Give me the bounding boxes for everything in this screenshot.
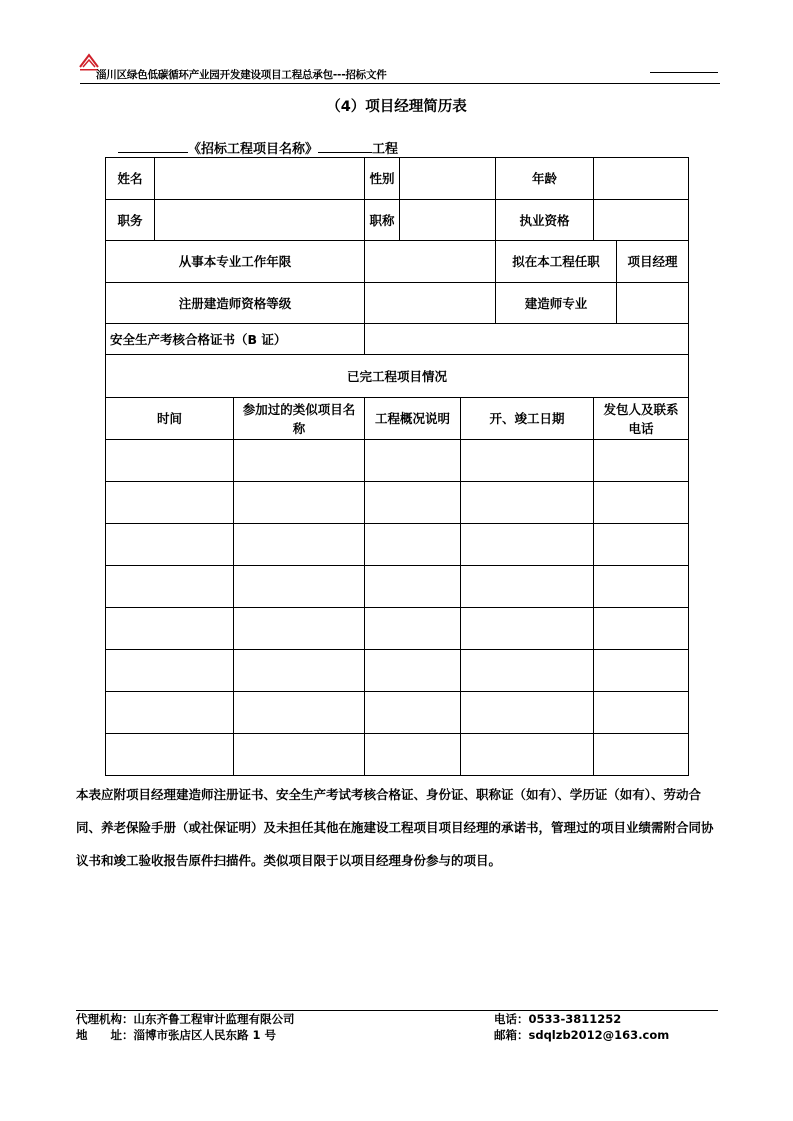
safety-cert-label: 安全生产考核合格证书（B 证） (106, 324, 365, 355)
header-divider (80, 83, 720, 84)
builder-major-label: 建造师专业 (496, 283, 617, 324)
agency-label: 代理机构： (76, 1012, 134, 1026)
table-cell[interactable] (594, 650, 689, 692)
age-field[interactable] (594, 158, 689, 200)
email-value: sdqlzb2012@163.com (528, 1028, 670, 1042)
builder-major-field[interactable] (617, 283, 689, 324)
project-name-placeholder[interactable]: 《招标工程项目名称》 (188, 138, 318, 158)
table-cell[interactable] (234, 524, 365, 566)
table-row (106, 482, 689, 524)
years-label: 从事本专业工作年限 (106, 241, 365, 283)
table-cell[interactable] (106, 440, 234, 482)
column-header-overview: 工程概况说明 (365, 398, 461, 440)
builder-grade-field[interactable] (365, 283, 496, 324)
title-label: 职称 (365, 200, 400, 241)
header-divider-right (650, 72, 718, 73)
table-cell[interactable] (594, 566, 689, 608)
table-cell[interactable] (106, 566, 234, 608)
gender-label: 性别 (365, 158, 400, 200)
table-cell[interactable] (106, 734, 234, 776)
footer-phone (494, 1011, 621, 1027)
table-cell[interactable] (594, 734, 689, 776)
table-cell[interactable] (461, 692, 594, 734)
table-header-row (106, 398, 689, 440)
address-value: 淄博市张店区人民东路 1 号 (133, 1028, 277, 1042)
project-name-line (118, 138, 398, 158)
footer-address (76, 1027, 276, 1043)
footer-agency (76, 1011, 295, 1027)
resume-form-table (105, 157, 689, 776)
project-name-underline-right (318, 152, 372, 153)
table-cell[interactable] (594, 440, 689, 482)
agency-value: 山东齐鲁工程审计监理有限公司 (133, 1012, 295, 1026)
table-cell[interactable] (365, 482, 461, 524)
column-header-time: 时间 (106, 398, 234, 440)
table-cell[interactable] (461, 440, 594, 482)
table-cell[interactable] (234, 608, 365, 650)
table-row (106, 324, 689, 355)
table-row (106, 608, 689, 650)
table-cell[interactable] (461, 608, 594, 650)
proposed-role-value: 项目经理 (617, 241, 689, 283)
qualification-field[interactable] (594, 200, 689, 241)
table-cell[interactable] (461, 524, 594, 566)
table-cell[interactable] (461, 482, 594, 524)
page-title: （4）项目经理简历表 (326, 99, 467, 115)
table-row (106, 692, 689, 734)
gender-field[interactable] (400, 158, 496, 200)
table-cell[interactable] (365, 650, 461, 692)
phone-label: 电话： (494, 1012, 529, 1026)
name-label: 姓名 (106, 158, 155, 200)
table-cell[interactable] (234, 440, 365, 482)
qualification-label: 执业资格 (496, 200, 594, 241)
table-cell[interactable] (365, 566, 461, 608)
table-cell[interactable] (461, 650, 594, 692)
proposed-role-label: 拟在本工程任职 (496, 241, 617, 283)
position-field[interactable] (155, 200, 365, 241)
table-cell[interactable] (365, 734, 461, 776)
table-row (106, 158, 689, 200)
table-row (106, 241, 689, 283)
table-row (106, 200, 689, 241)
table-row (106, 650, 689, 692)
table-row (106, 566, 689, 608)
footer-email (494, 1027, 669, 1043)
table-row (106, 734, 689, 776)
table-cell[interactable] (365, 692, 461, 734)
table-cell[interactable] (234, 566, 365, 608)
builder-grade-label: 注册建造师资格等级 (106, 283, 365, 324)
title-field[interactable] (400, 200, 496, 241)
table-cell[interactable] (461, 734, 594, 776)
age-label: 年龄 (496, 158, 594, 200)
table-row (106, 524, 689, 566)
column-header-dates: 开、竣工日期 (461, 398, 594, 440)
table-cell[interactable] (365, 608, 461, 650)
email-label: 邮箱： (494, 1028, 529, 1042)
name-field[interactable] (155, 158, 365, 200)
table-cell[interactable] (594, 692, 689, 734)
position-label: 职务 (106, 200, 155, 241)
table-cell[interactable] (234, 482, 365, 524)
table-cell[interactable] (106, 482, 234, 524)
table-cell[interactable] (106, 524, 234, 566)
table-cell[interactable] (461, 566, 594, 608)
project-name-suffix: 工程 (372, 142, 399, 157)
table-row (106, 283, 689, 324)
table-cell[interactable] (234, 692, 365, 734)
column-header-project-name: 参加过的类似项目名称 (234, 398, 365, 440)
table-cell[interactable] (234, 734, 365, 776)
table-row (106, 355, 689, 398)
table-cell[interactable] (594, 608, 689, 650)
attachment-notes: 本表应附项目经理建造师注册证书、安全生产考试考核合格证、身份证、职称证（如有）、学历证（如有）、劳动合同、养老保险手册（或社保证明）及未担任其他在施建设工程项目项目经理的承诺书，管理过的项目业绩需附合同协议书和竣工验收报告原件扫描件。类似项目限于以项目经理身份参与的项目。 (76, 787, 714, 868)
table-row (106, 440, 689, 482)
address-label: 地 址： (76, 1028, 134, 1042)
table-cell[interactable] (234, 650, 365, 692)
document-header: 淄川区绿色低碳循环产业园开发建设项目工程总承包---招标文件 (96, 69, 387, 81)
table-cell[interactable] (365, 440, 461, 482)
column-header-client-contact: 发包人及联系电话 (594, 398, 689, 440)
table-cell[interactable] (594, 482, 689, 524)
years-field[interactable] (365, 241, 496, 283)
project-name-underline-left (118, 152, 188, 153)
table-cell[interactable] (594, 524, 689, 566)
table-cell[interactable] (106, 608, 234, 650)
table-cell[interactable] (106, 692, 234, 734)
safety-cert-field[interactable] (365, 324, 689, 355)
phone-value: 0533-3811252 (528, 1012, 622, 1026)
completed-projects-heading: 已完工程项目情况 (106, 355, 689, 398)
table-cell[interactable] (106, 650, 234, 692)
table-cell[interactable] (365, 524, 461, 566)
